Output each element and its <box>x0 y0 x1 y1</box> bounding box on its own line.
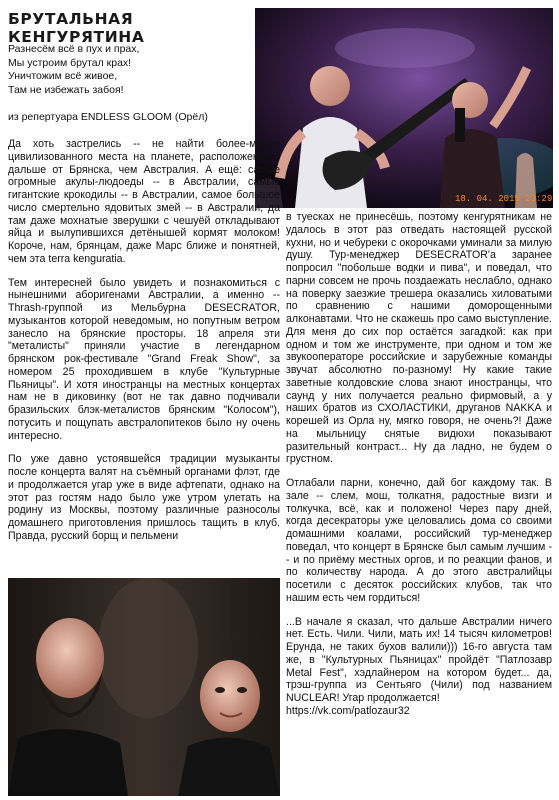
paragraph: Тем интересней было увидеть и познакомиться с нынешними аборигенами Австралии, а именно -- Thrash-группой из Мельбурна DESECRATOR, музыкантов которой неведомым, но попутным ветром занесло на брянские просторы. 18 апреля эти "металисты" приняли участие в легендарном брянском рок-фестивале "Grand Freak Show", за номером 25 проходившем в клубе "Культурные Пьяницы". И хотя иностранцы на местных концертах нам не в диковинку (вот не так давно подчивали бразильских блэк-металистов брянским "Колосом"), потусить и пощупать австралопитеков было ну очень интересно. <box>8 276 280 442</box>
verse-line: Там не избежать забоя! <box>8 83 124 96</box>
paragraph: ...В начале я сказал, что дальше Австралии ничего нет. Есть. Чили. Чили, мать их! 14 тысяч километров! Ерунда, не таких бухов валили))) 16-го августа там же, в "Культурных Пьяницах" пройдёт "Патлозавр Metal Fest", хэдлайнером на котором будет... да, трэш-группа из Сентьяго (Чили) под названием NUCLEAR! Угар продолжается! <box>286 615 552 704</box>
paragraph: Отлабали парни, конечно, дай бог каждому так. В зале -- слем, мош, толкатня, радостные визги и толкучка, всё, как и положено! Через пару дней, когда десекраторы уже целовались дома со своими домашними коалами, российский тур-менеджер поведал, что концерт в Брянске был самым лучшим -- и по приёму местных оргов, и по реакции фанов, и по количеству народа. А до этого австралийцы посетили с десяток российских клубов, так что нашим есть чем гордиться! <box>286 477 552 604</box>
verse-line: Разнесём всё в пух и прах, <box>8 43 140 55</box>
paragraph: Да хоть застрелись -- не найти более-менее цивилизованного места на планете, расположенного дальше от Брянска, чем Австралия. А ещё: самые огромные акулы-людоеды -- в Австралии, самые гигантские крокодилы -- в Австралии, самое большое число смертельно ядовитых змей -- в Австралии, да там даже мохнатые зверушки с чешуёй откладывают яйца и вылупившихся детёнышей кормят молоком! Короче, нам, брянцам, даже Марс ближе и понятней, чем эта terra kenguratia. <box>8 138 280 265</box>
paragraph: в туесках не принесёшь, поэтому кенгурятникам не удалось в этот раз отведать настоящей русской кухни, но и чебуреки с окорочками уминали за милую душу. Тур-менеджер DESECRATOR'а заранее попросил "побольше водки и пива", и поведал, что парни совсем не прочь поздаежать неслабло, однако на поверку заезжие трешера оказались хиловатыми по сравнению с нашими доморощенными алконавтами. Что не скажешь про само выступление. Для меня до сих пор остаётся загадкой: как при одном и том же инструменте, при одном и том же звукооператоре российские и зарубежные команды звучат абсолютно по-разному! Ну какие такие заветные колдовские слова знают иностранцы, что саунд у них получается реально фирмовый, а у наших братов из СХОЛАСТИКИ, друганов NAKKA и корешей из Орла ну, мягко говоря, не очень?! Даже на мыльницу снятые видюхи показывают разительный контраст... Ну да ладно, не будем о грустном. <box>286 211 552 466</box>
paragraph: По уже давно устоявшейся традиции музыканты после концерта валят на съёмный органами флэт, где и продолжается угар уже в виде афтепати, однако на этот раз гостям надо было уже утром улетать на родину из Москвы, поэтому различные разносолы домашнего приготовления пришлось тащить в клуб. Правда, русский борщ и пельмени <box>8 453 280 542</box>
photo-timestamp: 18. 04. 2015 23:29 <box>455 194 553 204</box>
epigraph-verse <box>8 43 253 97</box>
article-title: БРУТАЛЬНАЯ КЕНГУРЯТИНА <box>8 10 145 46</box>
verse-line: Уничтожим всё живое, <box>8 70 118 83</box>
right-text-column <box>286 211 552 718</box>
epigraph-attribution: из репертуара ENDLESS GLOOM (Орёл) <box>8 111 208 123</box>
band-photo <box>8 578 280 796</box>
vk-link[interactable]: https://vk.com/patlozaur32 <box>286 704 410 717</box>
verse-line: Мы устроим брутал крах! <box>8 56 132 69</box>
left-text-column <box>8 138 280 543</box>
concert-photo <box>255 8 553 208</box>
